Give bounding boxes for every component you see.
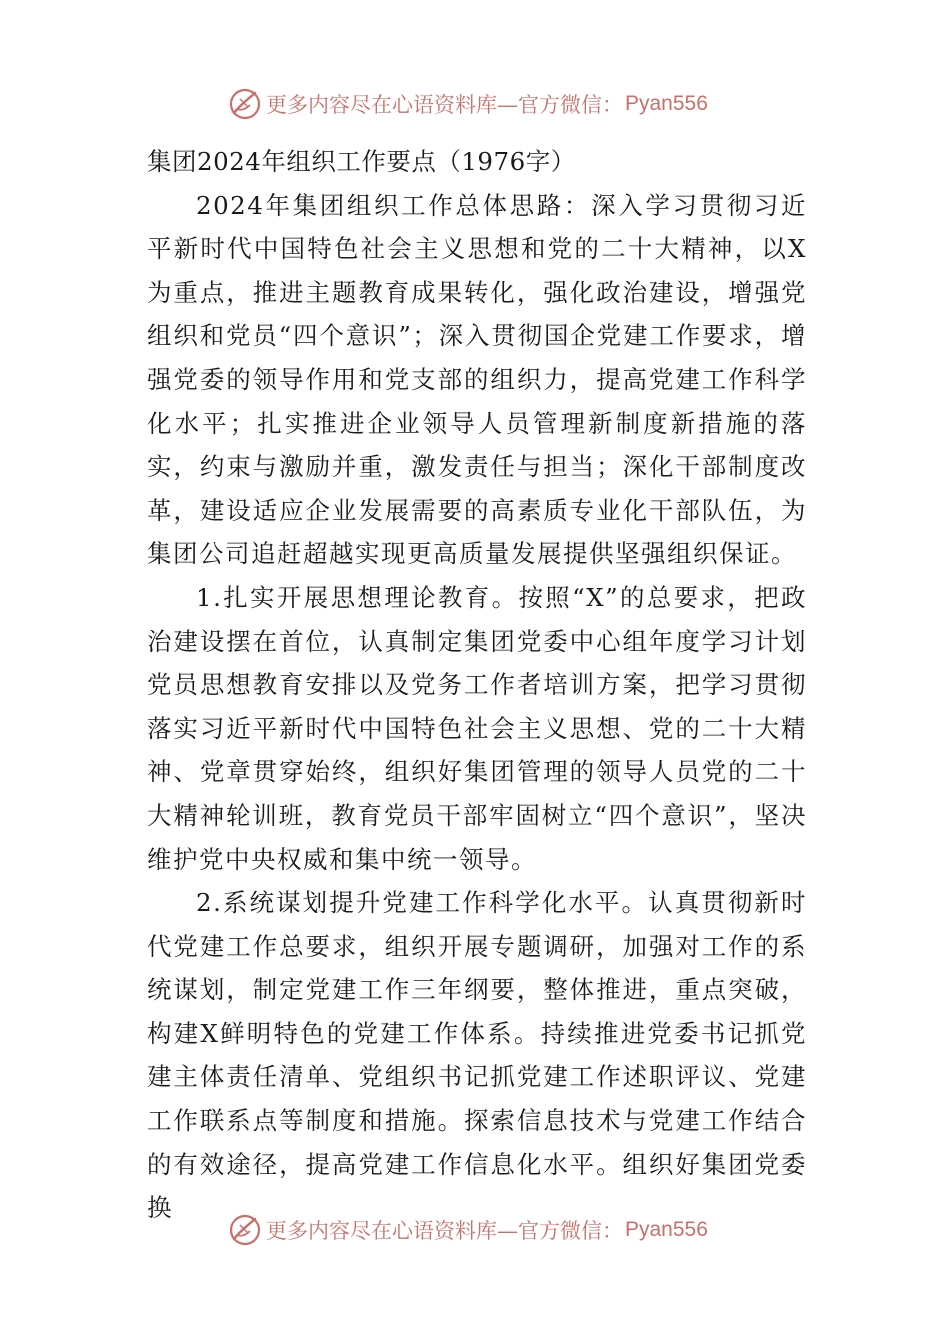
pen-signature-icon	[228, 1213, 262, 1247]
footer-watermark	[228, 1210, 708, 1250]
paragraph-item-1: 1.扎实开展思想理论教育。按照“X”的总要求，把政治建设摆在首位，认真制定集团党委中心组年度学习计划党员思想教育安排以及党务工作者培训方案，把学习贯彻落实习近平新时代中国特色社会主义思想、党的二十大精神、党章贯穿始终，组织好集团管理的领导人员党的二十大精神轮训班，教育党员干部牢固树立“四个意识”，坚决维护党中央权威和集中统一领导。	[147, 582, 807, 874]
document-body	[147, 140, 807, 1230]
watermark-text: 更多内容尽在心语资料库—官方微信：	[266, 93, 623, 117]
paragraph-item-2: 2.系统谋划提升党建工作科学化水平。认真贯彻新时代党建工作总要求，组织开展专题调研，加强对工作的系统谋划，制定党建工作三年纲要，整体推进，重点突破，构建X鲜明特色的党建工作体系。持续推进党委书记抓党建主体责任清单、党组织书记抓党建工作述职评议、党建工作联系点等制度和措施。探索信息技术与党建工作结合的有效途径，提高党建工作信息化水平。组织好集团党委换	[147, 888, 807, 1223]
watermark-wechat-id: Pyan556	[625, 1218, 708, 1241]
watermark-wechat-id: Pyan556	[625, 92, 708, 115]
header-watermark	[228, 84, 708, 124]
watermark-text: 更多内容尽在心语资料库—官方微信：	[266, 1219, 623, 1243]
pen-signature-icon	[228, 87, 262, 121]
document-title: 集团2024年组织工作要点（1976字）	[147, 147, 576, 176]
paragraph-overview: 2024年集团组织工作总体思路：深入学习贯彻习近平新时代中国特色社会主义思想和党的二十大精神，以X为重点，推进主题教育成果转化，强化政治建设，增强党组织和党员“四个意识”；深入贯彻国企党建工作要求，增强党委的领导作用和党支部的组织力，提高党建工作科学化水平；扎实推进企业领导人员管理新制度新措施的落实，约束与激励并重，激发责任与担当；深化干部制度改革，建设适应企业发展需要的高素质专业化干部队伍，为集团公司追赶超越实现更高质量发展提供坚强组织保证。	[147, 190, 807, 569]
